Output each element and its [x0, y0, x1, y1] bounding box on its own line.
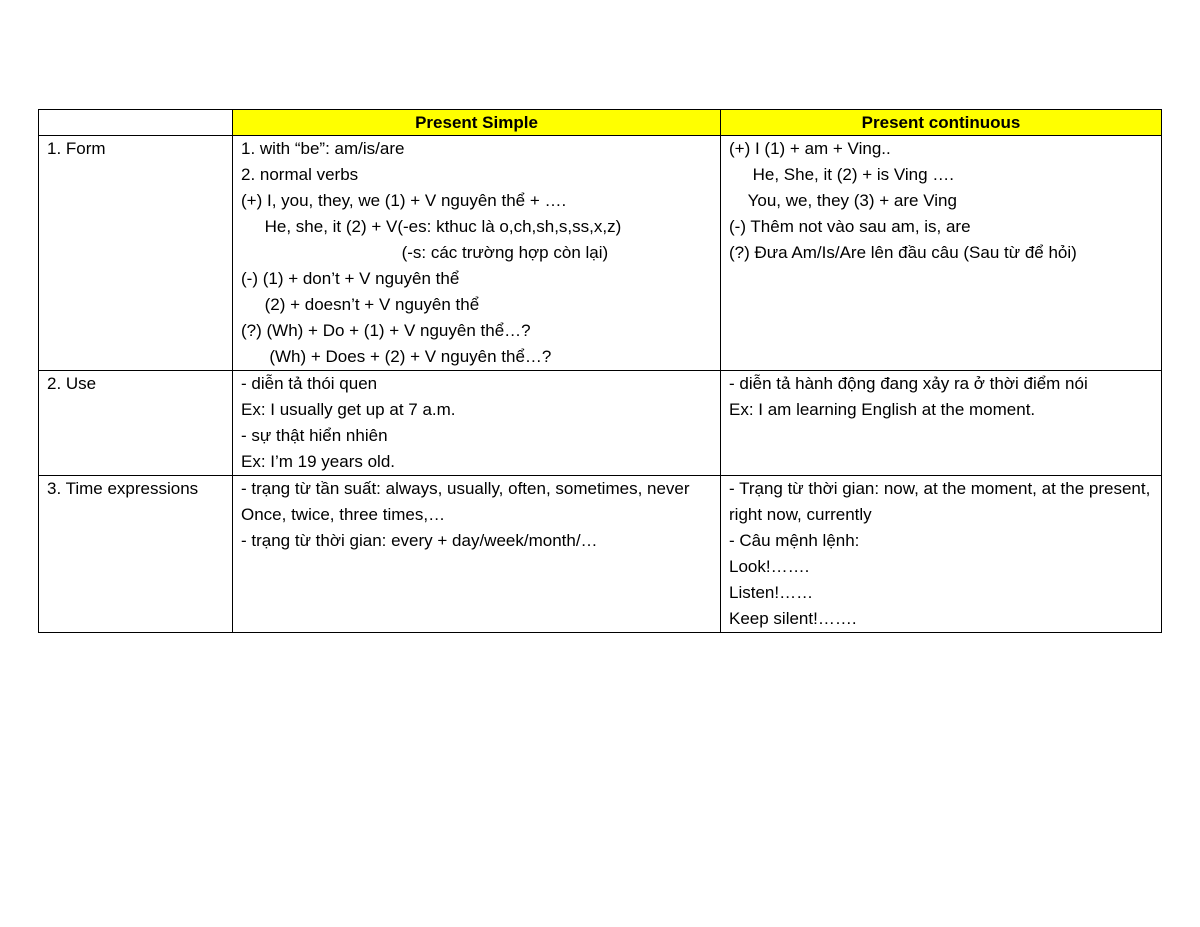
header-empty-cell	[39, 110, 233, 136]
cell-simple-time	[233, 476, 721, 633]
header-row	[39, 110, 1162, 136]
cell-simple-form	[233, 136, 721, 371]
text-line: You, we, they (3) + are Ving	[729, 191, 957, 210]
text-line: He, She, it (2) + is Ving ….	[729, 165, 955, 184]
text-line: Once, twice, three times,…	[241, 505, 446, 524]
text-line: - Trạng từ thời gian: now, at the moment, at the present, right now, currently	[729, 479, 1151, 524]
tense-comparison-table	[38, 109, 1162, 633]
text-line: Look!…….	[729, 557, 810, 576]
text-line: (-s: các trường hợp còn lại)	[241, 243, 609, 262]
header-present-simple: Present Simple	[233, 110, 721, 136]
row-label: 3. Time expressions	[39, 476, 233, 633]
text-line: - sự thật hiển nhiên	[241, 426, 388, 445]
text-line: - diễn tả hành động đang xảy ra ở thời điểm nói	[729, 374, 1088, 393]
text-line: (-) (1) + don’t + V nguyên thể	[241, 269, 460, 288]
text-line: (2) + doesn’t + V nguyên thể	[241, 295, 480, 314]
cell-continuous-time	[721, 476, 1162, 633]
text-line: - diễn tả thói quen	[241, 374, 378, 393]
text-line: Ex: I usually get up at 7 a.m.	[241, 400, 456, 419]
header-present-continuous: Present continuous	[721, 110, 1162, 136]
text-line: (+) I, you, they, we (1) + V nguyên thể + ….	[241, 191, 567, 210]
text-line: 1. with “be”: am/is/are	[241, 139, 405, 158]
text-line: (-) Thêm not vào sau am, is, are	[729, 217, 971, 236]
table-row-time-expressions	[39, 476, 1162, 633]
text-line: (?) (Wh) + Do + (1) + V nguyên thể…?	[241, 321, 531, 340]
text-line: - trạng từ tần suất: always, usually, often, sometimes, never	[241, 479, 690, 498]
cell-continuous-use	[721, 371, 1162, 476]
text-line: - trạng từ thời gian: every + day/week/month/…	[241, 531, 598, 550]
text-line: (?) Đưa Am/Is/Are lên đầu câu (Sau từ để hỏi)	[729, 243, 1077, 262]
text-line: Ex: I am learning English at the moment.	[729, 400, 1036, 419]
cell-continuous-form	[721, 136, 1162, 371]
text-line: Ex: I’m 19 years old.	[241, 452, 396, 471]
text-line: Keep silent!…….	[729, 609, 857, 628]
text-line: He, she, it (2) + V(-es: kthuc là o,ch,sh,s,ss,x,z)	[241, 217, 622, 236]
text-line: 2. normal verbs	[241, 165, 359, 184]
text-line: (Wh) + Does + (2) + V nguyên thể…?	[241, 347, 552, 366]
cell-simple-use	[233, 371, 721, 476]
row-label: 1. Form	[39, 136, 233, 371]
text-line: Listen!……	[729, 583, 814, 602]
table-row-form	[39, 136, 1162, 371]
text-line: (+) I (1) + am + Ving..	[729, 139, 891, 158]
table-row-use	[39, 371, 1162, 476]
text-line: - Câu mệnh lệnh:	[729, 531, 860, 550]
row-label: 2. Use	[39, 371, 233, 476]
